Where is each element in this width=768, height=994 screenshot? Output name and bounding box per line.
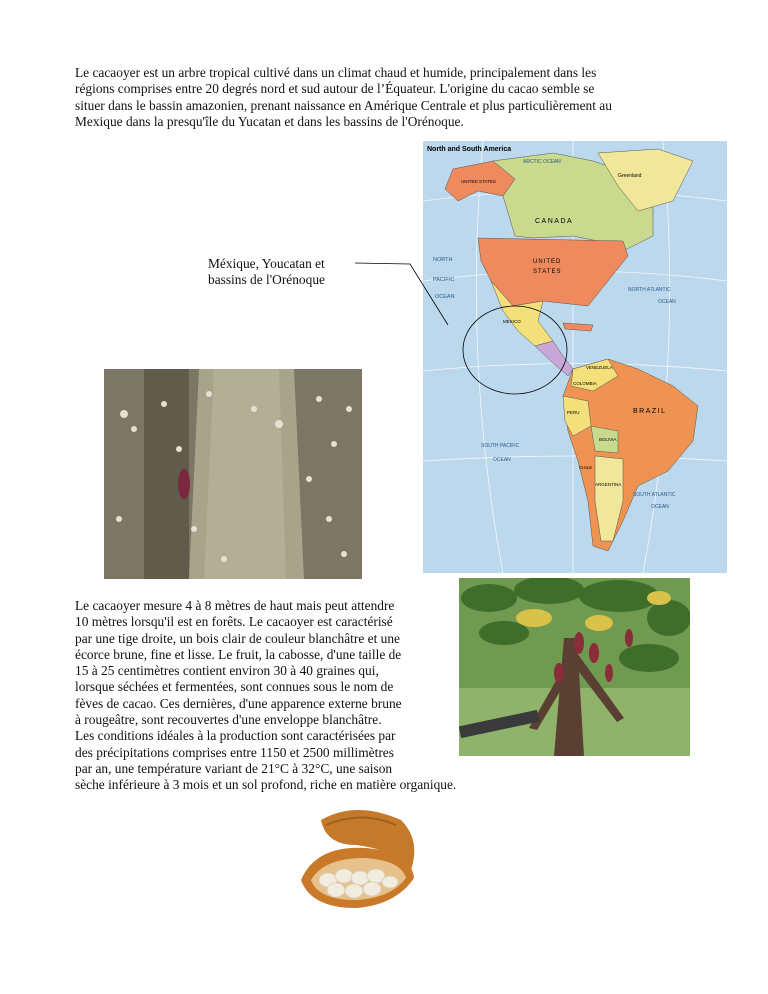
map-title: North and South America — [427, 146, 512, 153]
description-line: fèves de cacao. Ces dernières, d'une apparence externe brune — [75, 695, 402, 711]
label-north-pacific: NORTH — [433, 257, 453, 263]
cacao-trunk-flowers-photo — [104, 369, 362, 579]
cacao-tree-pods-photo — [459, 578, 690, 756]
label-peru: PERU — [567, 410, 580, 415]
label-greenland: Greenland — [618, 173, 642, 179]
label-north-atlantic: NORTH ATLANTIC — [628, 287, 671, 293]
description-line: Le cacaoyer mesure 4 à 8 mètres de haut mais peut attendre — [75, 598, 395, 613]
label-south-atlantic: SOUTH ATLANTIC — [633, 492, 676, 498]
label-ocean-4: OCEAN — [651, 504, 669, 510]
label-ocean-2: OCEAN — [658, 299, 676, 305]
label-alaska: UNITED STATES — [461, 179, 496, 184]
description-line: sèche inférieure à 3 mois et un sol profond, riche en matière organique. — [75, 777, 457, 793]
description-line: Les conditions idéales à la production sont caractérisées par — [75, 728, 396, 744]
label-canada: CANADA — [535, 218, 574, 225]
callout-line: Méxique, Youcatan et — [208, 256, 325, 271]
americas-map-svg — [423, 141, 727, 573]
callout-leader-line — [355, 255, 495, 330]
intro-line: situer dans le bassin amazonien, prenant naissance en Amérique Centrale et plus particulièrement au — [75, 97, 612, 113]
label-brazil: BRAZIL — [633, 408, 667, 415]
label-venezuela: VENEZUELA — [586, 365, 613, 370]
intro-line: Le cacaoyer est un arbre tropical cultivé dans un climat chaud et humide, principalement dans les — [75, 65, 597, 80]
label-mexico: MEXICO — [503, 319, 521, 324]
label-states: STATES — [533, 269, 562, 275]
intro-line: Mexique dans la presqu'île du Yucatan et dans les bassins de l'Orénoque. — [75, 113, 464, 129]
description-line: écorce brune, fine et lisse. Le fruit, la cabosse, d'une taille de — [75, 646, 402, 662]
label-ocean-1: OCEAN — [435, 294, 455, 300]
label-argentina: ARGENTINA — [595, 482, 622, 487]
intro-paragraph — [75, 65, 715, 130]
americas-map — [423, 141, 727, 573]
description-line: à rougeâtre, sont recouvertes d'une enveloppe blanchâtre. — [75, 712, 382, 728]
label-chile: CHILE — [579, 465, 593, 470]
intro-line: régions comprises entre 20 degrés nord et sud autour de l’Équateur. L'origine du cacao semble se — [75, 81, 595, 97]
label-pacific: PACIFIC — [433, 277, 455, 283]
label-arctic-ocean: ARCTIC OCEAN — [523, 159, 561, 165]
map-callout — [208, 256, 325, 289]
cacao-pod-photo — [296, 800, 426, 920]
label-colombia: COLOMBIA — [573, 381, 597, 386]
description-line: par an, une température variant de 21°C à 32°C, une saison — [75, 760, 393, 776]
label-united: UNITED — [533, 259, 562, 265]
callout-line: bassins de l'Orénoque — [208, 272, 325, 288]
description-line: lorsque séchées et fermentées, sont connues sous le nom de — [75, 679, 394, 695]
label-south-pacific: SOUTH PACIFIC — [481, 443, 520, 449]
description-line: par une tige droite, un bois clair de couleur blanchâtre et une — [75, 630, 400, 646]
description-line: des précipitations comprises entre 1150 et 2500 millimètres — [75, 744, 394, 760]
label-ocean-3: OCEAN — [493, 457, 511, 463]
description-line: 10 mètres lorsqu'il est en forêts. Le cacaoyer est caractérisé — [75, 614, 393, 630]
description-line: 15 à 25 centimètres contient environ 30 à 40 graines qui, — [75, 663, 379, 679]
label-bolivia: BOLIVIA — [599, 437, 617, 442]
